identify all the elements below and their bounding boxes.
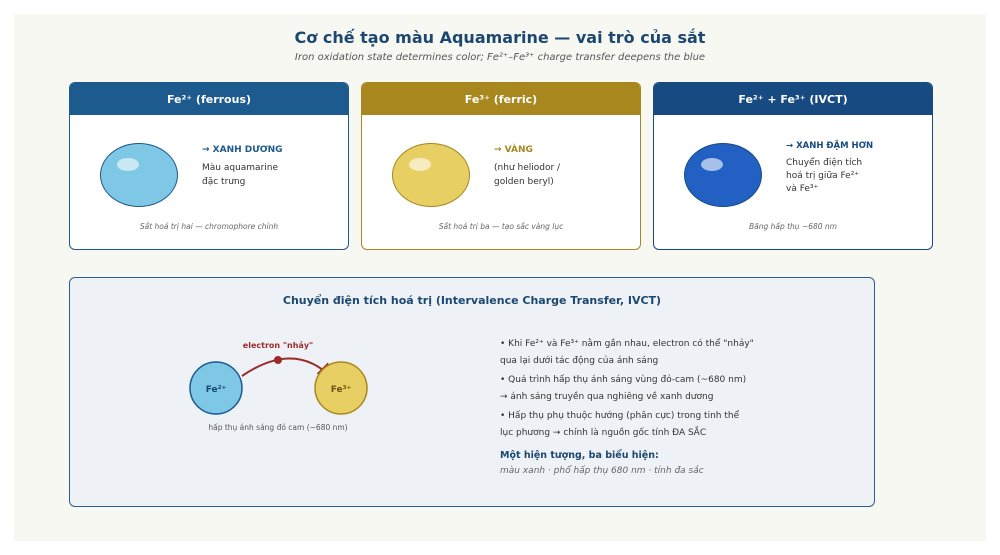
ivct-bullets — [500, 336, 860, 444]
desc-line: đặc trưng — [202, 177, 246, 187]
card-body — [654, 115, 932, 249]
ferrous-orb-icon — [100, 143, 178, 207]
desc-line: Màu aquamarine — [202, 163, 279, 173]
ivct-orb-icon — [684, 143, 762, 207]
bullet-line: lục phương → chính là nguồn gốc tính ĐA SẮC — [500, 428, 707, 438]
electron-dot-icon — [274, 356, 282, 364]
ivct-panel — [69, 277, 875, 507]
card-ferric — [361, 82, 641, 250]
card-ferrous — [69, 82, 349, 250]
bullet-item — [500, 408, 860, 442]
page-title: Cơ chế tạo màu Aquamarine — vai trò của sắt — [294, 28, 706, 47]
bullet-item — [500, 336, 860, 370]
card-color-label: → VÀNG — [494, 145, 533, 155]
bullet-line: • Quá trình hấp thụ ánh sáng vùng đỏ-cam (~680 nm) — [500, 375, 747, 385]
ivct-diagram — [70, 278, 490, 506]
card-footer: Sắt hoá trị ba — tạo sắc vàng lục — [438, 222, 564, 231]
card-header: Fe²⁺ (ferrous) — [70, 83, 348, 115]
card-header: Fe²⁺ + Fe³⁺ (IVCT) — [654, 83, 932, 115]
card-description — [786, 157, 862, 196]
desc-line: Chuyển điện tích — [786, 158, 863, 168]
electron-jump-label: electron "nhảy" — [242, 341, 314, 350]
desc-line: golden beryl) — [494, 177, 554, 187]
card-body — [362, 115, 640, 249]
card-header: Fe³⁺ (ferric) — [362, 83, 640, 115]
desc-line: và Fe³⁺ — [786, 184, 819, 194]
card-ivct — [653, 82, 933, 250]
card-color-label: → XANH ĐẬM HƠN — [786, 141, 874, 151]
bullet-line: qua lại dưới tác động của ánh sáng — [500, 356, 659, 366]
diagram-canvas — [14, 14, 986, 541]
panel-title: Chuyển điện tích hoá trị (Intervalence Charge Transfer, IVCT) — [282, 294, 662, 307]
card-description — [202, 161, 278, 189]
card-color-label: → XANH DƯƠNG — [202, 145, 283, 155]
card-footer: Băng hấp thụ ~680 nm — [748, 222, 837, 231]
bullet-item — [500, 372, 860, 406]
card-body — [70, 115, 348, 249]
fe2-ion-label: Fe²⁺ — [205, 385, 227, 395]
card-description — [494, 161, 560, 189]
desc-line: hoá trị giữa Fe²⁺ — [786, 171, 860, 181]
page-subtitle: Iron oxidation state determines color; Fe²⁺–Fe³⁺ charge transfer deepens the blue — [294, 52, 706, 63]
ferric-orb-icon — [392, 143, 470, 207]
bullet-line: • Khi Fe²⁺ và Fe³⁺ nằm gần nhau, electron có thể "nhảy" — [500, 339, 754, 349]
card-footer: Sắt hoá trị hai — chromophore chính — [139, 222, 279, 231]
summary-text: màu xanh · phổ hấp thụ 680 nm · tính đa sắc — [500, 466, 704, 476]
fe3-ion-label: Fe³⁺ — [330, 385, 352, 395]
desc-line: (như heliodor / — [494, 163, 561, 173]
bullet-line: → ánh sáng truyền qua nghiêng về xanh dương — [500, 392, 714, 402]
summary-title: Một hiện tượng, ba biểu hiện: — [500, 450, 659, 461]
bullet-line: • Hấp thụ phụ thuộc hướng (phân cực) trong tinh thể — [500, 411, 740, 421]
absorption-caption: hấp thụ ánh sáng đỏ cam (~680 nm) — [208, 423, 348, 432]
